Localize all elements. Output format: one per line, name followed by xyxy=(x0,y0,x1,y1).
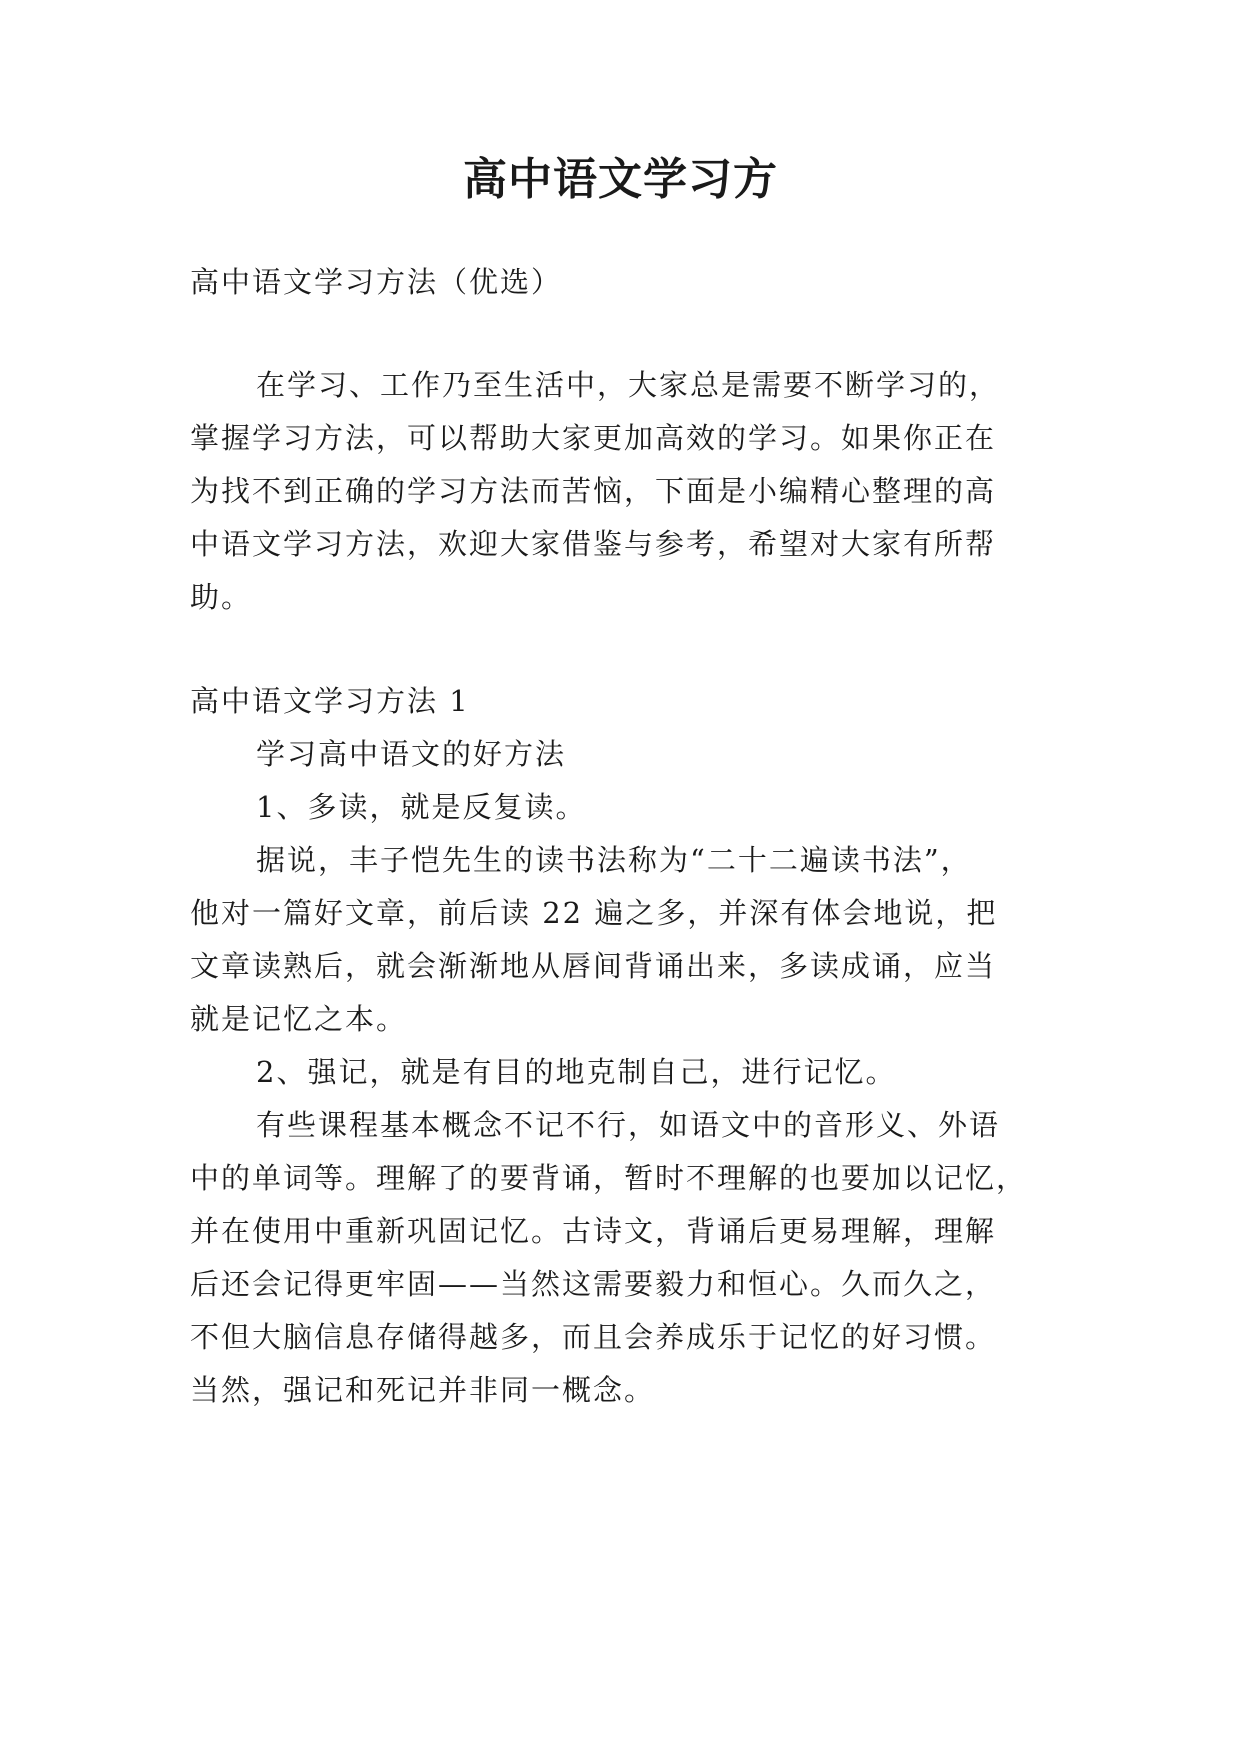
section-heading: 高中语文学习方法 1 xyxy=(190,684,470,718)
intro-line: 助。 xyxy=(190,580,253,614)
paragraph-line: 当然，强记和死记并非同一概念。 xyxy=(190,1373,656,1407)
paragraph-line: 就是记忆之本。 xyxy=(190,1002,408,1036)
document-subtitle: 高中语文学习方法（优选） xyxy=(190,265,563,299)
paragraph-line: 不但大脑信息存储得越多，而且会养成乐于记忆的好习惯。 xyxy=(190,1320,997,1354)
intro-line: 在学习、工作乃至生活中，大家总是需要不断学习的， xyxy=(256,368,1001,402)
point-heading: 1、多读，就是反复读。 xyxy=(256,790,587,824)
paragraph-line: 文章读熟后，就会渐渐地从唇间背诵出来，多读成诵，应当 xyxy=(190,949,997,983)
paragraph-line: 据说，丰子恺先生的读书法称为“二十二遍读书法”， xyxy=(256,843,972,877)
point-heading: 2、强记，就是有目的地克制自己，进行记忆。 xyxy=(256,1055,897,1089)
section-subheading: 学习高中语文的好方法 xyxy=(256,737,567,771)
intro-line: 掌握学习方法，可以帮助大家更加高效的学习。如果你正在 xyxy=(190,421,997,455)
paragraph-line: 他对一篇好文章，前后读 22 遍之多，并深有体会地说，把 xyxy=(190,896,998,930)
paragraph-line: 后还会记得更牢固——当然这需要毅力和恒心。久而久之， xyxy=(190,1267,997,1301)
paragraph-line: 中的单词等。理解了的要背诵，暂时不理解的也要加以记忆， xyxy=(190,1161,1028,1195)
intro-line: 为找不到正确的学习方法而苦恼，下面是小编精心整理的高 xyxy=(190,474,997,508)
intro-line: 中语文学习方法，欢迎大家借鉴与参考，希望对大家有所帮 xyxy=(190,527,997,561)
paragraph-line: 有些课程基本概念不记不行，如语文中的音形义、外语 xyxy=(256,1108,1001,1142)
paragraph-line: 并在使用中重新巩固记忆。古诗文，背诵后更易理解，理解 xyxy=(190,1214,997,1248)
document-title: 高中语文学习方 xyxy=(463,154,778,205)
